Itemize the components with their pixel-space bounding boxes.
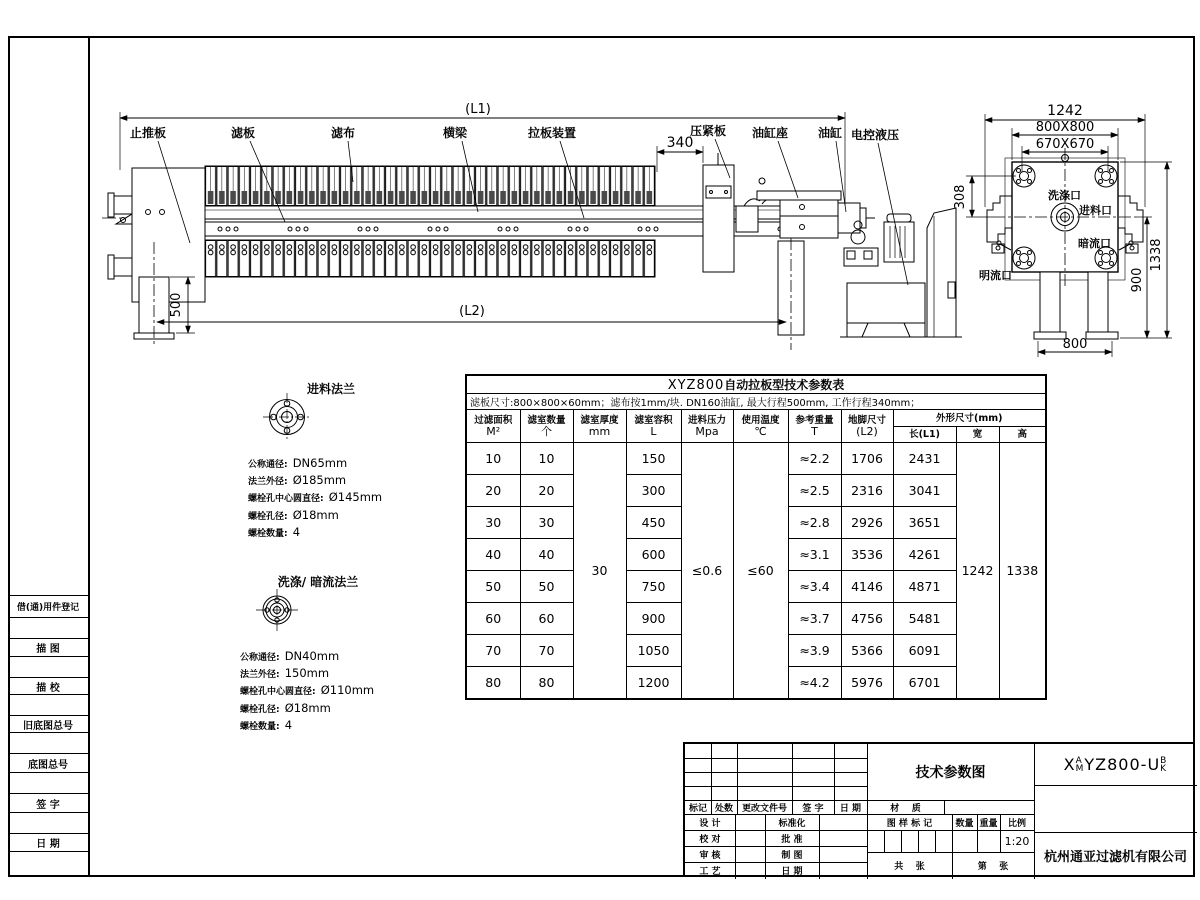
tb-drawing-title: 技术参数图 [915,765,986,781]
filter-plate-stack-upper [205,166,655,206]
grid-line [944,800,945,814]
feed-flange-specs [248,455,382,541]
tb-date2: 日 期 [781,867,803,877]
dim-text-500: 500 [169,292,184,318]
strip-label-date: 日 期 [8,833,88,852]
label-plate-shifter: 拉板装置 [527,126,577,140]
label-beam: 横梁 [442,126,468,140]
strip-label-borrowed-parts: 借(通)用件登记 [8,595,88,618]
wash-flange-specs [240,648,374,734]
label-feed-port: 进料口 [1079,204,1112,217]
spec-line: 螺栓孔径: Ø18mm [240,700,331,715]
tb-sample-mark: 图 样 标 记 [886,818,933,829]
parameter-table [465,374,1047,700]
label-filter-plate: 滤板 [230,126,256,140]
tb-qty: 数量 [955,818,974,829]
right-clamp [1118,196,1143,242]
merged-width: 1242 [956,443,999,700]
tb-standardization: 标准化 [778,818,806,829]
tb-model-code: X A M YZ800-U B K [1063,755,1168,774]
end-leg-right [1088,272,1108,332]
feed-flange-title: 进料法兰 [306,382,356,396]
grid-line [685,830,1034,831]
grid-line [901,830,902,852]
label-cylinder-seat: 油缸座 [751,126,789,140]
strip-label-signature: 签 字 [8,793,88,813]
col-header-volume: 滤室容积 L [626,410,681,443]
spec-line: 公称通径: DN65mm [248,456,348,470]
side-view [102,112,962,350]
grid-line [935,830,936,852]
grid-line [1034,785,1197,786]
merged-pressure: ≤0.6 [681,443,733,700]
table-row: 70 70 1050 ≈3.9 5366 6091 [466,635,1046,667]
col-header-dims-group: 外形尺寸(mm) [893,410,1046,427]
wash-flange-drawing [256,589,298,631]
label-open-flow-port: 明流口 [979,269,1012,282]
dim-text-l2: (L2) [459,304,485,319]
left-clamp [987,196,1012,242]
dim-text-l1: (L1) [465,102,491,117]
col-header-pressure: 进料压力 Mpa [681,410,733,443]
table-row: 60 60 900 ≈3.7 4756 5481 [466,603,1046,635]
wash-flange-title: 洗涤/ 暗流法兰 [277,575,359,589]
col-header-width: 宽 [956,427,999,443]
label-cylinder: 油缸 [817,126,843,140]
col-header-chambers: 滤室数量 个 [520,410,573,443]
grid-line [685,786,867,787]
col-header-temperature: 使用温度 ℃ [733,410,788,443]
title-block [683,742,1195,877]
tb-weight: 重量 [979,818,998,829]
spec-line: 法兰外径: 150mm [240,666,330,681]
tb-scale: 比例 [1007,818,1026,829]
table-row: 50 50 750 ≈3.4 4146 4871 [466,571,1046,603]
tb-approve: 批 准 [781,834,803,845]
dim-text-308: 308 [953,184,968,210]
label-dark-flow-port: 暗流口 [1078,237,1111,250]
tb-sheet-no: 第 张 [977,862,1009,872]
tb-scale-value: 1:20 [1004,834,1030,848]
cylinder-seat-body [780,200,838,238]
merged-height: 1338 [999,443,1046,700]
tb-company: 杭州通亚过滤机有限公司 [1043,850,1187,865]
spec-line: 螺栓数量: 4 [248,524,301,539]
cylinder-seat-top [757,191,841,200]
spec-line: 螺栓孔中心圆直径: Ø110mm [240,683,375,698]
tb-draft: 制 图 [781,850,803,861]
label-thrust-plate: 止推板 [129,126,167,140]
table-row: 80 80 1200 ≈4.2 5976 6701 [466,667,1046,700]
tb-material: 材 质 [890,803,921,814]
col-header-l1: 长(L1) [893,427,956,443]
spec-line: 公称通径: DN40mm [240,649,340,663]
grid-line [685,772,867,773]
end-leg-left [1040,272,1060,332]
col-header-height: 高 [999,427,1046,443]
tb-date: 日 期 [839,803,862,814]
feed-flange-drawing [263,393,311,441]
dim-text-800x800: 800X800 [1035,120,1095,135]
table-row: 20 20 300 ≈2.5 2316 3041 [466,475,1046,507]
dim-text-1242: 1242 [1047,103,1083,119]
grid-line [918,830,919,852]
col-header-area: 过滤面积 M² [466,410,520,443]
dim-text-340: 340 [666,135,694,151]
grid-line [685,758,867,759]
merged-temperature: ≤60 [733,443,788,700]
col-header-l2: 地脚尺寸 (L2) [841,410,893,443]
table-row: 40 40 600 ≈3.1 3536 4261 [466,539,1046,571]
label-hydraulic: 电控液压 [850,128,900,142]
tb-check: 校 对 [699,834,721,845]
tb-sign: 签 字 [802,803,824,814]
col-header-thickness: 滤室厚度 mm [573,410,626,443]
strip-label-master-no: 底图总号 [8,753,88,773]
table-row: 30 30 450 ≈2.8 2926 3651 [466,507,1046,539]
strip-label-trace-check: 描 校 [8,677,88,695]
spec-line: 螺栓数量: 4 [240,717,293,732]
tb-sheets-total: 共 张 [894,862,925,872]
tb-mark: 标记 [688,803,707,814]
tb-change-doc: 更改文件号 [741,803,787,814]
table-title: XYZ800自动拉板型技术参数表 [466,375,1046,394]
table-row: 10 10 30 150 ≤0.6 ≤60 ≈2.2 1706 2431 1242 1338 [466,443,1046,475]
spec-line: 螺栓孔中心圆直径: Ø145mm [248,490,383,505]
col-header-weight: 参考重量 T [788,410,841,443]
tb-count: 处数 [714,803,733,814]
tb-craft: 工 艺 [699,867,721,877]
tb-review: 审 核 [699,850,721,861]
spec-line: 螺栓孔径: Ø18mm [248,507,339,522]
filter-plate-stack-lower [205,240,655,277]
strip-label-tracing: 描 图 [8,638,88,657]
spec-line: 法兰外径: Ø185mm [248,473,347,488]
dim-text-900: 900 [1130,267,1145,293]
grid-line [884,830,885,852]
tb-design: 设 计 [699,818,721,829]
dim-text-800: 800 [1062,337,1088,352]
strip-label-old-master-no: 旧底图总号 [8,715,88,733]
dim-text-1338: 1338 [1149,238,1164,272]
label-wash-port: 洗涤口 [1048,189,1081,202]
merged-thickness: 30 [573,443,626,700]
label-filter-cloth: 滤布 [330,126,356,140]
label-pressing-plate: 压紧板 [689,124,727,138]
table-spec-line: 滤板尺寸:800×800×60mm；滤布按1mm/块. DN160油缸, 最大行程500mm, 工作行程340mm； [466,394,1046,410]
pressing-plate-rect [703,165,734,272]
dim-text-670x670: 670X670 [1035,137,1095,152]
